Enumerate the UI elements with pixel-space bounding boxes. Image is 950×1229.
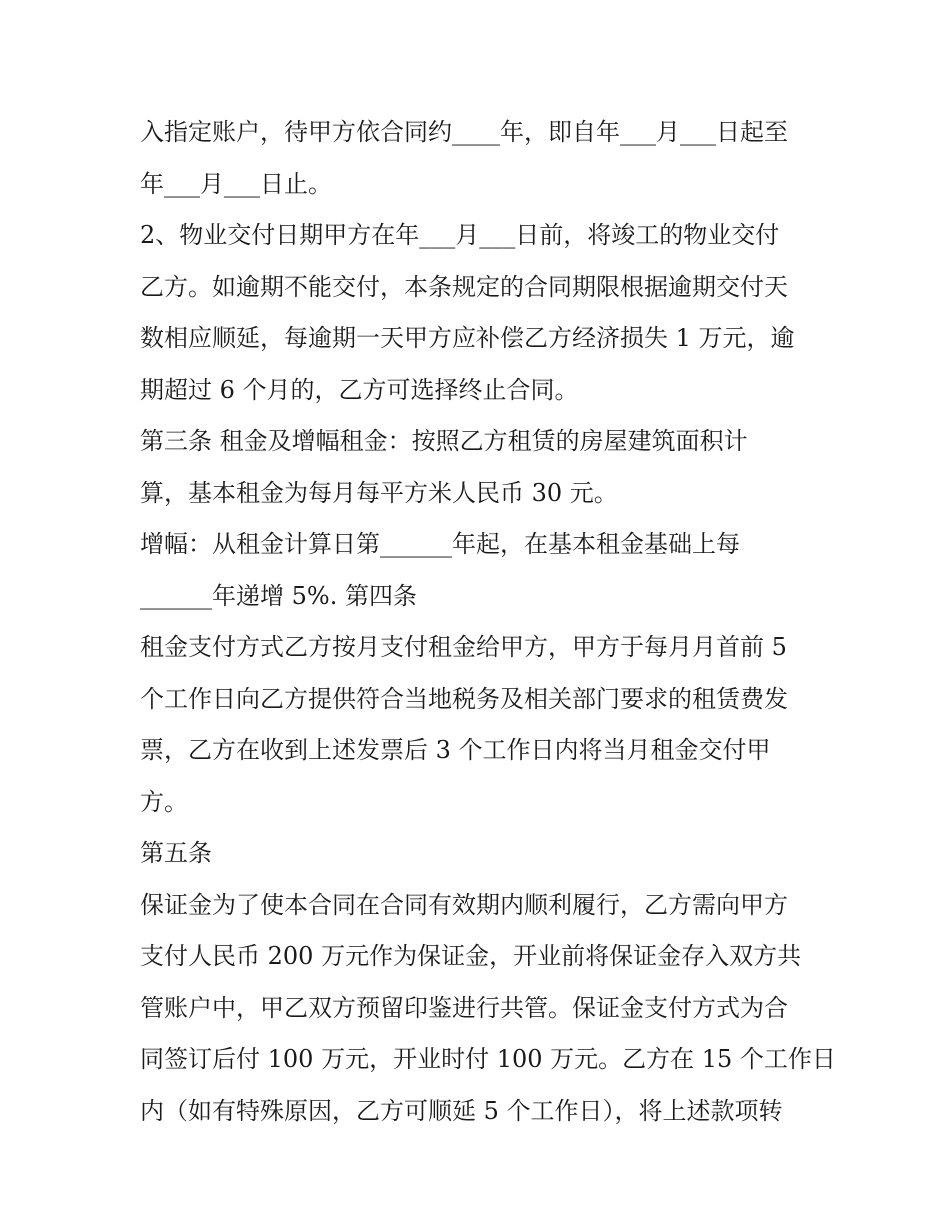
text-line: 算，基本租金为每月每平方米人民币 30 元。 [140,478,618,507]
text-line: 票，乙方在收到上述发票后 3 个工作日内将当月租金交付甲 [140,736,771,764]
text-line: 期超过 6 个月的，乙方可选择终止合同。 [140,375,579,404]
text-line: 数相应顺延，每逾期一天甲方应补偿乙方经济损失 1 万元，逾 [140,324,795,352]
article-five-heading: 第五条 [140,839,212,867]
text-line: 入指定账户，待甲方依合同约____年，即自年___月___日起至 [140,118,788,146]
text-line: 保证金为了使本合同在合同有效期内顺利履行，乙方需向甲方 [140,890,788,919]
text-line: ______年递增 5%. 第四条 [140,581,417,610]
text-line: 管账户中，甲乙双方预留印鉴进行共管。保证金支付方式为合 [140,993,788,1022]
text-line: 增幅：从租金计算日第______年起，在基本租金基础上每 [140,530,740,558]
text-line: 乙方。如逾期不能交付，本条规定的合同期限根据逾期交付天 [140,272,788,301]
text-line: 个工作日向乙方提供符合当地税务及相关部门要求的租赁费发 [140,684,788,713]
document-body [140,107,836,1137]
article-three-heading: 第三条 租金及增幅租金：按照乙方租赁的房屋建筑面积计 [140,427,748,455]
text-line: 同签订后付 100 万元，开业时付 100 万元。乙方在 15 个工作日 [140,1045,836,1073]
text-line: 年___月___日止。 [140,169,332,198]
text-line: 2、物业交付日期甲方在年___月___日前，将竣工的物业交付 [140,221,780,249]
text-line: 支付人民币 200 万元作为保证金，开业前将保证金存入双方共 [140,942,802,970]
text-line: 方。 [140,787,188,816]
text-line: 租金支付方式乙方按月支付租金给甲方，甲方于每月月首前 5 [140,633,787,661]
text-line: 内（如有特殊原因，乙方可顺延 5 个工作日），将上述款项转 [140,1096,783,1125]
